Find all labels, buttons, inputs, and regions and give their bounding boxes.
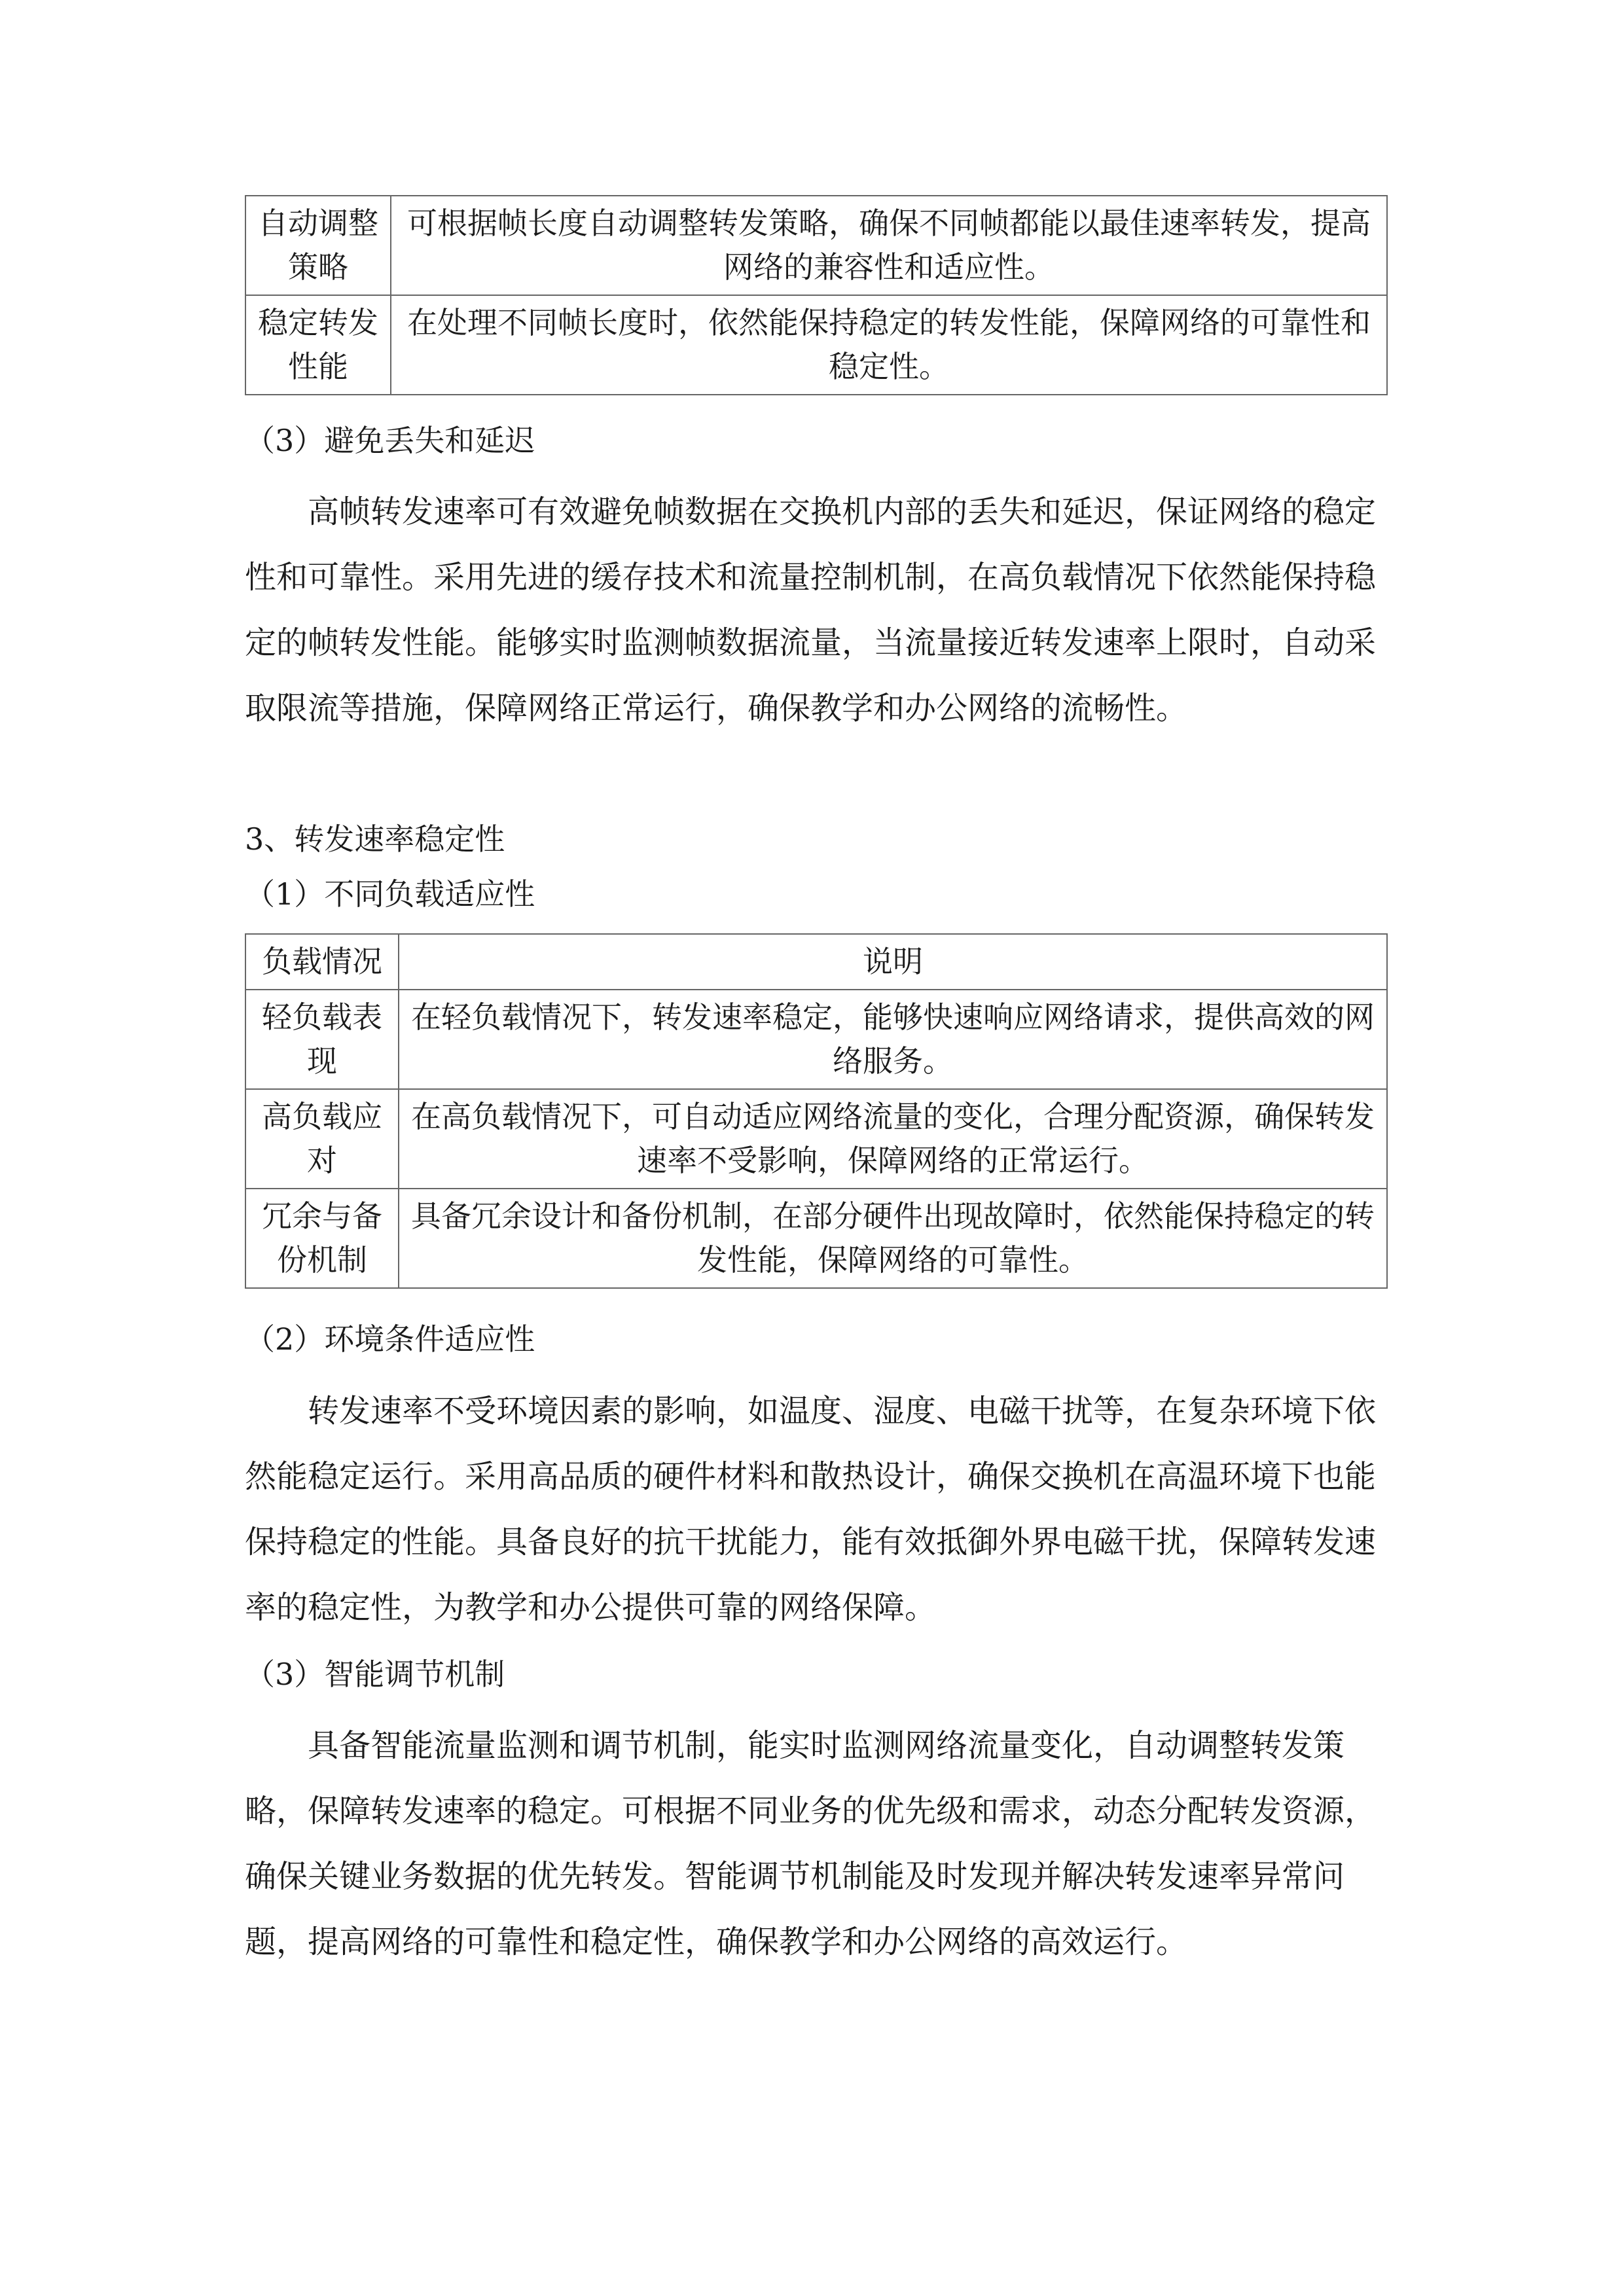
table-row bbox=[245, 1189, 1387, 1288]
table-row bbox=[245, 196, 1387, 295]
section-heading-environment: （2）环境条件适应性 bbox=[245, 1321, 535, 1357]
table-cell-label: 稳定转发性能 bbox=[245, 295, 391, 395]
table-cell-label: 高负载应对 bbox=[245, 1089, 399, 1189]
paragraph-avoid-loss: 高帧转发速率可有效避免帧数据在交换机内部的丢失和延迟，保证网络的稳定性和可靠性。采用先进的缓存技术和流量控制机制，在高负载情况下依然能保持稳定的帧转发性能。能够实时监测帧数据流量，当流量接近转发速率上限时，自动采取限流等措施，保障网络正常运行，确保教学和办公网络的流畅性。 bbox=[245, 493, 1377, 726]
table-header-cell: 说明 bbox=[399, 934, 1387, 990]
section-heading-load: （1）不同负载适应性 bbox=[245, 876, 535, 912]
paragraph-environment: 转发速率不受环境因素的影响，如温度、湿度、电磁干扰等，在复杂环境下依然能稳定运行。采用高品质的硬件材料和散热设计，确保交换机在高温环境下也能保持稳定的性能。具备良好的抗干扰能力，能有效抵御外界电磁干扰，保障转发速率的稳定性，为教学和办公提供可靠的网络保障。 bbox=[245, 1393, 1377, 1626]
table-cell-text: 在轻负载情况下，转发速率稳定，能够快速响应网络请求，提供高效的网络服务。 bbox=[399, 990, 1387, 1089]
table-cell-text: 在处理不同帧长度时，依然能保持稳定的转发性能，保障网络的可靠性和稳定性。 bbox=[391, 295, 1387, 395]
table-header-cell: 负载情况 bbox=[245, 934, 399, 990]
table-row bbox=[245, 990, 1387, 1089]
table-row bbox=[245, 295, 1387, 395]
table-cell-label: 轻负载表现 bbox=[245, 990, 399, 1089]
section-heading-smart: （3）智能调节机制 bbox=[245, 1657, 505, 1692]
table-row bbox=[245, 1089, 1387, 1189]
load-adaptability-table bbox=[245, 933, 1388, 1289]
section-heading-stability: 3、转发速率稳定性 bbox=[245, 821, 505, 857]
section-heading-avoid-loss: （3）避免丢失和延迟 bbox=[245, 423, 535, 458]
table-cell-text: 在高负载情况下，可自动适应网络流量的变化，合理分配资源，确保转发速率不受影响，保障网络的正常运行。 bbox=[399, 1089, 1387, 1189]
table-cell-label: 冗余与备份机制 bbox=[245, 1189, 399, 1288]
frame-length-table bbox=[245, 195, 1388, 395]
table-header-row bbox=[245, 934, 1387, 990]
paragraph-smart: 具备智能流量监测和调节机制，能实时监测网络流量变化，自动调整转发策略，保障转发速率的稳定。可根据不同业务的优先级和需求，动态分配转发资源，确保关键业务数据的优先转发。智能调节机制能及时发现并解决转发速率异常问题，提高网络的可靠性和稳定性，确保教学和办公网络的高效运行。 bbox=[245, 1727, 1377, 1960]
table-cell-text: 可根据帧长度自动调整转发策略，确保不同帧都能以最佳速率转发，提高网络的兼容性和适应性。 bbox=[391, 196, 1387, 295]
table-cell-label: 自动调整策略 bbox=[245, 196, 391, 295]
table-cell-text: 具备冗余设计和备份机制，在部分硬件出现故障时，依然能保持稳定的转发性能，保障网络的可靠性。 bbox=[399, 1189, 1387, 1288]
